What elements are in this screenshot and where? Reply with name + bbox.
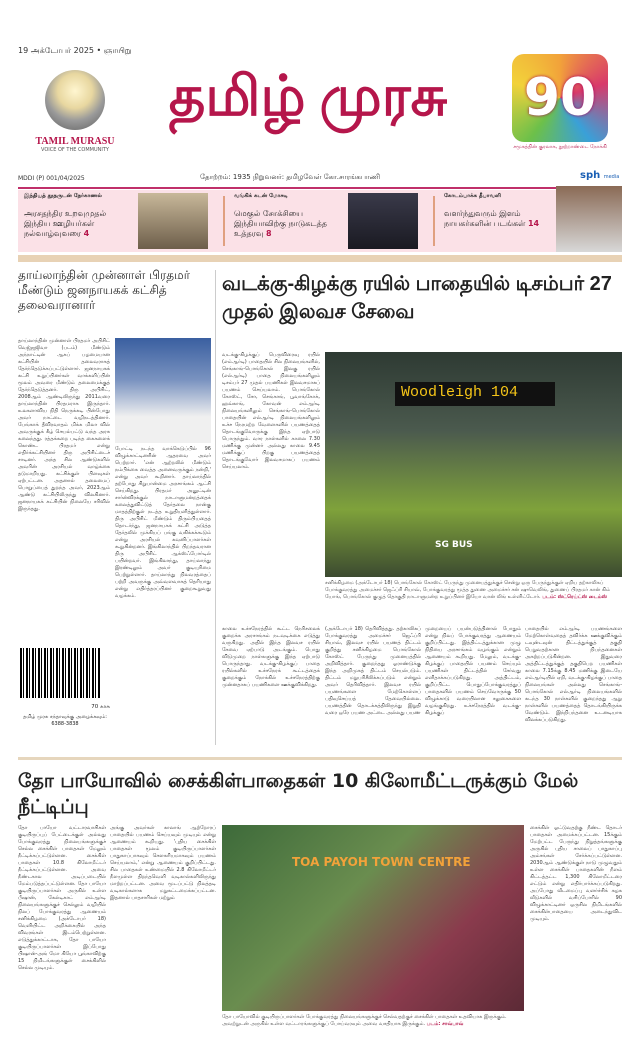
main-story-col-3: முறையைப் பயன்படுத்தினால் போதும் என்று நிலப் போக்குவரத்து ஆணையம் குறிப்பிட்டது. இத்திட்டத்துக்கான முழு நிதியை அரசாங்கம் வழங்கும் என்றும் ஆணையம் கூறியது. மேலும், வடக்கு-கிழக்குப் பாதையில் பயணம் செய்யும் பயணிகள் திட்டத்தில் சேர்வது எளிதாக்கப்படுகிறது. அத்திட்டம், குறிப்பிட்ட பொதுப்போக்குவரத்துப் பாதைகளில் பயணம் செய்வோருக்கு 50 விழுக்காடு வரையிலான சலுகைகளை வழங்குகிறது. உச்சநேரத்தில் வடக்கு-கிழக்குப் [425, 626, 521, 716]
second-headline[interactable]: தோ பாயோவில் சைக்கிள்பாதைகள் 10 கிலோமீட்டருக்கும் மேல் நீட்டிப்பு [18, 770, 579, 818]
photo-credit: படம்: சாவ்பாவ் [426, 1021, 464, 1027]
bus-destination-sign: Woodleigh 104 [395, 382, 555, 406]
subscription-contact: தமிழ் முரசு சந்தாவுக்கு அழைக்கவும்: 6388-3838 [23, 714, 107, 727]
masthead-title: தமிழ் முரசு [168, 66, 448, 128]
teaser-kicker: கோடம்பாக்க தீபாவளி [444, 193, 501, 199]
main-story-col-2: (அக்டோபர் 18) தெரிவித்தது. தற்காலிகப் போக்குவரத்து அமைச்சர் ஜெஃப்ரி சியாவ், இலவச ரயில் பயணத் திட்டம் குறித்து சனிக்கிழமை பொங்கோல் கோஸ்ட் பேருந்து முனையத்தில் அறிவித்தார். குறைந்தது ஓராண்டுக்கு இந்த அறிமுகத் திட்டம் செயல்படும். திட்டம் மறுபரிசீலிக்கப்படும் என்றும் அவர் தெரிவித்தார். இலவச ரயில் பயணங்களை மேற்கொள்ளப் பதிவுசெய்யத் தேவையில்லை. பயணத்தின் தொடக்கத்திலிருந்து இறுதி வரை ஒரே பயண அட்டை அல்லது பயண [325, 626, 421, 716]
main-story-col-1: காலை உச்சநேரத்தில் கூட்ட நெரிசலைக் குறைக்க அரசாங்கம் நடவடிக்கை எடுத்து வருகிறது. அதில் இந்த இலவச ரயில் சேவை ஏற்பாடு அடங்கும். பொது விடுமுறை நாள்களுக்கு இந்த ஏற்பாடு பொருந்தாது. வடக்கு-கிழக்குப் பாதை ரயில்களில் உச்சநேரக் கூட்டத்தைக் குறைக்கும் நோக்கில் உச்சநேரத்திற்கு முன்னதாகப் பயணிகளை ஊக்குவிக்கிறது. [222, 626, 320, 688]
teaser-3[interactable] [438, 190, 622, 252]
second-story-col-1: தோ பாயோ வட்டாரவாசிகள் குடியிருப்புப் பேட்டைக்குள் அல்லது போக்குவரத்து நிலையங்களுக்குச் செல்ல சைக்கிள் பாதைகள் மேலும் நீட்டிக்கப்பட்டுள்ளன. சைக்கிள் பாதைகள் 10.8 கிலோமீட்டர் நீட்டிக்கப்பட்டுள்ளன. அவை நீண்டகால அடிப்படையில் மேம்படுத்தப்பட்டுள்ளன. தோ பாயோ குடியிருப்பாளர்கள் அருகில் உள்ள பீஷான், கேல்டிகாட் எம்ஆர்டி நிலையங்களுக்குச் செல்லும் வழியில் நிலப் போக்குவரத்து ஆணையம் சனிக்கிழமை (அக்டோபர் 18) வெளியிட்ட அறிக்கையில் அந்த விவரங்கள் இடம்பெற்றுள்ளன. எடுத்துக்காட்டாக, தோ பாயோ குடியிருப்பாளர்கள் இப்போது பிஷான்-அங் மோ கியோ பூங்காவிற்கு 15 நிமிடங்களுக்குள் சைக்கிளில் செல்ல முடியும். [18, 825, 106, 971]
teaser-2[interactable] [228, 190, 428, 252]
teaser-headline: அரசதந்திர உறவுமுதல் இந்திய ஊழியர்கள் நல்வாழ்வுவரை 4 [24, 209, 107, 238]
teaser-headline: மெகுல் சோக்சியை இந்தியாவிற்கு நாடுகடத்த உத்தரவு 8 [234, 209, 328, 238]
main-headline[interactable]: வடக்கு-கிழக்கு ரயில் பாதையில் டிசம்பர் 27 முதல் இலவச சேவை [222, 273, 612, 323]
anniversary-tagline: சமூகத்தின் குரலாக, நூற்றாண்டை நோக்கி [513, 144, 607, 150]
sph-text: sph [580, 170, 601, 181]
column-divider [215, 270, 216, 745]
teaser-photo [138, 193, 208, 249]
founder-line: தோற்றம்: 1935 நிறுவனர்: தமிழவேள் கோ.சாரங்கபாணி [200, 173, 381, 181]
sph-media-text: media [603, 174, 620, 180]
second-story-col-2: அங்கு அவர்கள் காலாங் ஆற்றோரப் பாதையில் பயணம் செய்யவும் முடியும் என்று ஆணையம் கூறியது. 'புதிய சைக்கிள் பாதைகள் மூலம் குடியிருப்பாளர்கள் பாதுகாப்பாகவும் செளகரியமாகவும் பயணம் செய்யலாம்,' என்று ஆணையம் குறிப்பிட்டது. சில பாதைகள் உண்மையில் 2.8 கிலோமீட்டர் நீளமுள்ள திறந்தவெளி வடிகால்களிலிருந்து மாற்றப்பட்டன. அவை மூடப்பட்டு நிலத்தடி வடிகால்களாக மறுகட்டமைக்கப்பட்டன. இதனால் பாதசாரிகள் மற்றும் [110, 825, 216, 901]
issue-date: 19 அக்டோபர் 2025 • ஞாயிறு [18, 46, 132, 55]
teaser-photo [556, 186, 622, 252]
header-rule [18, 187, 622, 189]
second-story-col-3: சைக்கிள் ஓட்டுவதற்கு நீண்ட தொடர் பாதைகள் அமைக்கப்பட்டன. 15க்கும் மேற்பட்ட பேருந்து நிறுத்தங்களுக்கு அருகில் புதிய சாலைப் பாதுகாப்பு அம்சங்கள் சேர்க்கப்பட்டுள்ளன. 2030ஆம் ஆண்டுக்குள் நாடு முழுவதும் உள்ள சைக்கிள் பாதைகளின் நீளம் கிட்டத்தட்ட 1,300 கிலோமீட்டரை எட்டும் என்று எதிர்பார்க்கப்படுகிறது. அப்போது வீடமைப்பு வளர்ச்சிக் கழக வீடுகளில் வசிப்போரில் 90 விழுக்காட்டினர் ஒருசில நிமிடங்களில் சைக்கிள்பாதையை அடைந்துவிட முடியும். [530, 825, 622, 922]
price: 70 காசு [91, 704, 110, 710]
left-story-headline[interactable]: தாய்லாந்தின் முன்னாள் பிரதமர் மீண்டும் ஜனநாயகக் கட்சித் தலைவரானார் [18, 268, 190, 312]
bus-photo-caption: சனிக்கிழமை (அக்டோபர் 18) பொங்கோல் கோஸ்ட் பேருந்து முனையத்துக்குச் சென்று ஒரு பேருந்துக்குள் ஏறிய தற்காலிகப் போக்குவரத்து அமைச்சர் ஜெஃப்ரி சியாவ், போக்குவரத்து மூத்த துணை அமைச்சர் சன் ஷுவெலிங், துணைப் பிரதமர் கான் கிம் யோங், பொங்கோல் குழுத் தொகுதி நாடாளுமன்ற உறுப்பினர் இயோ வான் லிங் உள்ளிட்டோர். படம்: ஸ்ட்ரெய்ட்ஸ் டைம்ஸ் [325, 580, 610, 600]
left-story-body: தாய்லாந்தின் முன்னாள் பிரதமர் அபிசிட் வெஜ்ஜஜிவா (படம்) மீண்டும் அந்நாட்டின் ஆகப் பழமையான கட்சியின் தலைவராகத் தேர்ந்தெடுக்கப்பட்டுள்ளார். ஜனநாயகக் கட்சி உறுப்பினர்கள் வாக்களிப்பின் மூலம் அவரை மீண்டும் தலைமைக்குத் தேர்ந்தெடுத்தனர். திரு அபிசிட், 2008ஆம் ஆண்டிலிருந்து 2011வரை தாய்லாந்தின் பிரதமராக இருந்தார். உலகளாவிய நிதி நெருக்கடி பின்போது அவர் நாட்டை வழிநடத்தினார். பேங்காக் தீவிரவாதம் மிக்க மிலா வில் அவருக்குக் கீழ் செயல்பட்டு வந்த அரசு கலைந்தது. ரத்தக்கறை படிந்த கைகளைக் கொண்ட பிரதமர் என்று எதிர்க்கட்சியினர் திரு அபிசிட்டைச் சாடினர். அந்த சில ஆண்டுகளில் அவரின் அரசியல் வாழ்க்கை தடுமாறியது. கட்சிக்குள் பிளவுகள் ஏற்பட்டன. அதனால் தலைமைப் பொறுப்பைத் துறந்த அவர், 2023ஆம் ஆண்டு கட்சியிலிருந்து விலகினார். ஜனநாயகக் கட்சியின் நிலையே சரிவில் இருந்தது. [18, 338, 110, 512]
teaser-kicker: வங்கிக் கடன் மோசடி [234, 193, 288, 199]
sph-media-logo [580, 170, 619, 181]
abhisit-photo [115, 338, 211, 443]
town-centre-sign: TOA PAYOH TOWN CENTRE [292, 855, 471, 869]
bus-photo [325, 352, 622, 577]
teaser-band [18, 190, 622, 252]
left-story-body-2: போட்டி நடந்த வாக்கெடுப்பில் 96 விழுக்காட்டினரின் ஆதரவை அவர் பெற்றார். 'என் ஆற்றலில் மீண்டும் நம்பிக்கை வைத்த அனைவருக்கும் நன்றி,' என்று அவர் கூறினார். தாய்லாந்தில் தற்போது சிறுபான்மை அரசாங்கம் ஆட்சி செய்கிறது. பிரதமர் அனுட்டின் சார்ன்விரக்குல் நாடாளுமன்றத்தைக் கலைத்துவிட்டுத் தேர்தலை நான்கு மாதத்திற்குள் நடத்த உறுதியளித்துள்ளார். திரு அபிசிட் மீண்டும் திரும்பியதைத் தொடர்ந்து, ஜனநாயகக் கட்சி அடுத்த தேர்தலில் முக்கியப் பங்கு வகிக்கக்கூடும் என்று அரசியல் கவனிப்பாளர்கள் கூறுகின்றனர். இங்கிலாந்தில் பிறந்தவரான திரு அபிசிட் ஆக்ஸ்ஃபோர்டில் பயின்றவர். இங்கிலாந்து, தாய்லாந்து இரண்டிலும் அவர் குடியுரிமை பெற்றுள்ளார். தாய்லாந்து நிலவரத்தைப் பற்றி அவருக்கு அவ்வளவாகத் தெரியாது என்று எதிர்த்தரப்பினர் குறைகூறுவது வழக்கம். [115, 446, 211, 599]
teaser-1[interactable] [18, 190, 218, 252]
cycling-photo-caption: தோ பாயோவில் குடியிருப்பாளர்கள் போக்குவரத்து நிலையங்களுக்குச் செல்வதற்குச் சைக்கிள் பாதைகள் உதவியாக இருக்கும். அவற்றுடன் அருகில் உள்ள வட்டாரங்களுக்குப் போய்வரவும் அவை வசதியாக இருக்கும். படம்: சாவ்பாவ் [222, 1014, 507, 1027]
page-number: 8 [266, 229, 272, 238]
mddi-number: MDDI (P) 001/04/2025 [18, 175, 85, 182]
photo-credit: படம்: ஸ்ட்ரெய்ட்ஸ் டைம்ஸ் [542, 594, 608, 600]
divider [433, 196, 435, 246]
cycling-path-photo [222, 825, 524, 1011]
section-rule [18, 757, 622, 760]
page-number: 14 [527, 219, 540, 228]
logo-tagline: VOICE OF THE COMMUNITY [41, 147, 109, 153]
main-story-side-body: வடக்கு-கிழக்குப் பெருவிரைவு ரயில் (எம்ஆர்டி) பாதையில் சில நிலையங்களில், செங்காங்-பொங்கோல் இலகு ரயில் (எல்ஆர்டி) பாதை நிலையங்களிலும் டிசம்பர் 27 முதல் பயணிகள் இலவசமாகப் பயணம் செய்யலாம். பொங்கோல் கோஸ்ட், சோ, செங்காங், பூவாங்கோக், ஹவ்காங், கோவன் எம்ஆர்டி நிலையங்களிலும் செங்காங்-பொங்கோல் பாதையின் எல்ஆர்டி நிலையங்களிலும் உச்ச நேரமற்ற வேளைகளில் பயணத்தைத் தொடங்குவோருக்கு இந்த ஏற்பாடு பொருந்தும். வார நாள்களில் காலை 7.30 மணிக்கு முன்னர் அல்லது காலை 9.45 மணிக்குப் பிறகு பயணத்தைத் தொடங்குவோர் இலவசமாகப் பயணம் செய்யலாம். [222, 352, 320, 470]
teaser-kicker: இந்தியத் தூதருடன் நேர்காணல் [24, 193, 102, 199]
barcode [20, 648, 100, 698]
main-story-col-4: பாதையில் எம்ஆர்டி பயணங்களை மேற்கொள்வதைத் தவிர்க்க ஊக்குவிக்கும் டவுன்டவுன் திட்டத்துக்குத் தகுதி பெறுவதற்கான நிபந்தனைகள் அகற்றப்படுகின்றன. இதுவரை அத்திட்டத்துக்குத் தகுதிபெற பயணிகள் காலை 7.15க்கு 8.45 மணிக்கு இடையே எம்ஆர்டியில் ஏறி, வடக்கு-கிழக்குப் பாதை நிலையங்கள் அல்லது செங்காங்-பொங்கோல் எல்ஆர்டி நிலையங்களில் கடந்த 30 நாள்களில் குறைந்தது ஆறு நாள்களில் பயணத்தைத் தொடங்கியிருக்க வேண்டும். இந்நிபந்தனை உடனடியாக விலக்கப்படுகிறது. [525, 626, 622, 723]
teaser-headline: வளர்ந்துவரும் இளம் நாயகர்களின் படங்கள் 14 [444, 209, 540, 228]
tamil-murasu-logo [30, 62, 120, 162]
section-rule [18, 255, 622, 262]
drum-icon [45, 70, 105, 130]
anniversary-logo: 90 [512, 54, 608, 142]
teaser-photo [348, 193, 418, 249]
divider [223, 196, 225, 246]
page-number: 4 [83, 229, 90, 238]
logo-english-name: TAMIL MURASU [35, 136, 115, 147]
bus-brand: SG BUS [435, 540, 473, 550]
